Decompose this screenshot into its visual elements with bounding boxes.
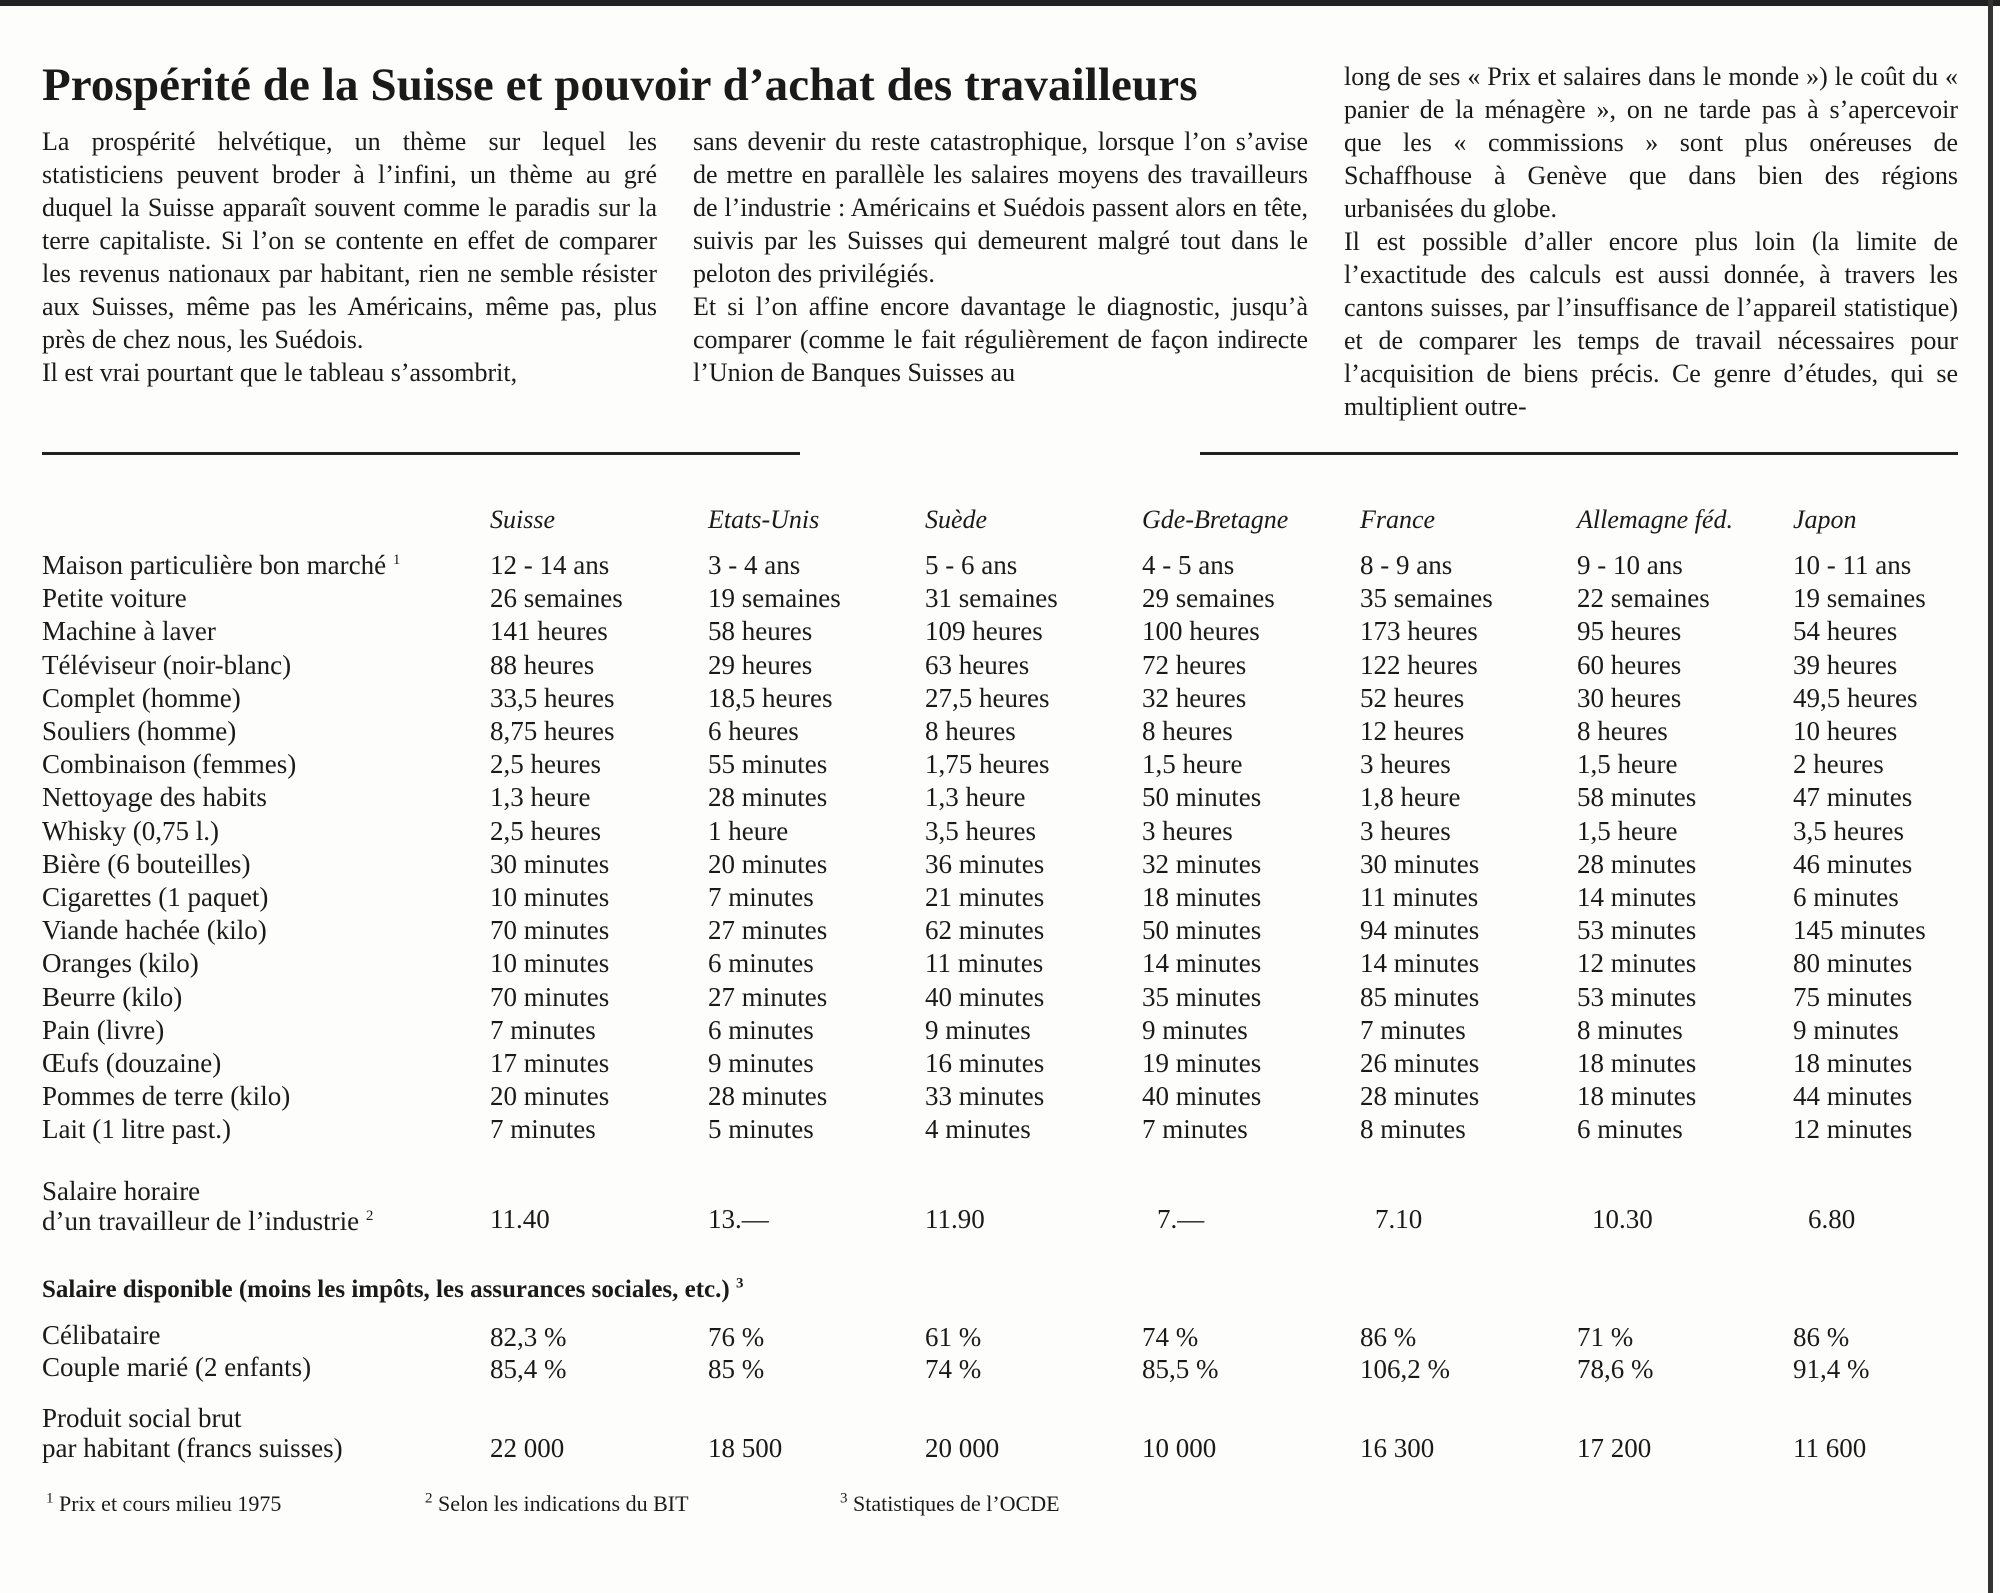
row-label-text: Petite voiture — [42, 583, 187, 613]
page-right-edge — [1988, 0, 1993, 1593]
table-cell: 58 heures — [708, 616, 813, 646]
salaire-disponible-value: 61 % — [925, 1322, 982, 1352]
table-cell: 1,8 heure — [1360, 782, 1461, 812]
table-cell: 3,5 heures — [1793, 816, 1904, 846]
table-cell: 9 minutes — [925, 1015, 1031, 1045]
table-cell: 28 minutes — [1360, 1081, 1480, 1111]
table-cell: 40 minutes — [1142, 1081, 1262, 1111]
row-label — [42, 982, 182, 1013]
divider-left — [42, 452, 800, 455]
table-cell: 4 - 5 ans — [1142, 550, 1235, 580]
table-cell: 8 heures — [925, 716, 1016, 746]
table-cell: 7 minutes — [708, 882, 814, 912]
produit-social-label: Produit social brut — [42, 1403, 242, 1433]
table-cell: 12 minutes — [1793, 1114, 1913, 1144]
row-label-text: Bière (6 bouteilles) — [42, 849, 251, 879]
country-header: France — [1360, 505, 1436, 534]
table-cell: 52 heures — [1360, 683, 1465, 713]
table-cell: 3 heures — [1360, 816, 1451, 846]
country-header: Suède — [925, 505, 988, 534]
table-cell: 35 semaines — [1360, 583, 1493, 613]
salaire-horaire-value: 7.— — [1157, 1204, 1205, 1234]
table-cell: 16 minutes — [925, 1048, 1045, 1078]
footnote-mark: 1 — [46, 1490, 54, 1507]
country-header: Suisse — [490, 505, 555, 534]
table-cell: 14 minutes — [1360, 948, 1480, 978]
table-cell: 95 heures — [1577, 616, 1682, 646]
produit-social-value: 11 600 — [1793, 1433, 1867, 1463]
table-cell: 30 heures — [1577, 683, 1682, 713]
table-cell: 5 minutes — [708, 1114, 814, 1144]
table-cell: 70 minutes — [490, 915, 610, 945]
table-cell: 6 minutes — [708, 1015, 814, 1045]
paragraph: La prospérité helvétique, un thème sur lequel les statisticiens peuvent broder à l’infini, un thème au gré duquel la Suisse apparaît souvent comme le paradis sur la terre capitaliste. Si l’on se contente en effet de comparer les revenus nationaux par habitant, rien ne semble résister aux Suisses, même pas les Américains, même pas, plus près de chez nous, les Suédois. — [42, 127, 657, 354]
salaire-disponible-value: 85,4 % — [490, 1354, 567, 1384]
table-cell: 75 minutes — [1793, 982, 1913, 1012]
row-label — [42, 650, 291, 681]
footnote-2 — [425, 1491, 689, 1517]
row-label — [42, 948, 199, 979]
table-cell: 3 - 4 ans — [708, 550, 801, 580]
table-cell: 3 heures — [1360, 749, 1451, 779]
table-cell: 12 heures — [1360, 716, 1465, 746]
page-top-edge — [0, 0, 2000, 6]
table-cell: 109 heures — [925, 616, 1043, 646]
table-cell: 28 minutes — [708, 782, 828, 812]
table-cell: 3,5 heures — [925, 816, 1036, 846]
table-cell: 44 minutes — [1793, 1081, 1913, 1111]
divider-right — [1200, 452, 1958, 455]
row-label-text: Lait (1 litre past.) — [42, 1114, 231, 1144]
footnote-marker: 3 — [735, 1275, 744, 1292]
row-label — [42, 583, 187, 614]
row-label — [42, 849, 250, 880]
paragraph: long de ses « Prix et salaires dans le monde ») le coût du « panier de la ménagère », on ne tarde pas à s’apercevoir que les « commissions » sont plus onéreuses de Schaffhouse à Genève que dans bien des régions urbanisées du globe. — [1344, 62, 1958, 223]
table-cell: 55 minutes — [708, 749, 828, 779]
table-cell: 18 minutes — [1793, 1048, 1913, 1078]
table-cell: 33,5 heures — [490, 683, 615, 713]
row-label-text: Nettoyage des habits — [42, 782, 267, 812]
table-cell: 173 heures — [1360, 616, 1478, 646]
footnote-mark: 3 — [840, 1490, 848, 1507]
table-cell: 20 minutes — [490, 1081, 610, 1111]
table-cell: 8 heures — [1577, 716, 1668, 746]
table-cell: 31 semaines — [925, 583, 1058, 613]
table-cell: 63 heures — [925, 650, 1030, 680]
table-cell: 2 heures — [1793, 749, 1884, 779]
table-cell: 6 minutes — [708, 948, 814, 978]
table-cell: 58 minutes — [1577, 782, 1697, 812]
salaire-horaire-value: 10.30 — [1592, 1204, 1653, 1234]
footnote-marker: 1 — [392, 552, 401, 568]
salaire-disponible-value: 85,5 % — [1142, 1354, 1219, 1384]
article-column-3 — [1344, 60, 1958, 423]
salaire-disponible-label: Couple marié (2 enfants) — [42, 1352, 312, 1382]
table-cell: 22 semaines — [1577, 583, 1710, 613]
produit-social-value: 22 000 — [490, 1433, 565, 1463]
table-cell: 2,5 heures — [490, 749, 601, 779]
table-cell: 40 minutes — [925, 982, 1045, 1012]
table-cell: 7 minutes — [490, 1114, 596, 1144]
row-label — [42, 816, 219, 847]
table-cell: 10 minutes — [490, 948, 610, 978]
table-cell: 8 minutes — [1360, 1114, 1466, 1144]
article-title: Prospérité de la Suisse et pouvoir d’achat des travailleurs — [42, 59, 1198, 111]
table-cell: 54 heures — [1793, 616, 1898, 646]
table-cell: 46 minutes — [1793, 849, 1913, 879]
row-label — [42, 683, 241, 714]
table-cell: 27 minutes — [708, 982, 828, 1012]
table-cell: 122 heures — [1360, 650, 1478, 680]
row-label — [42, 1015, 164, 1046]
produit-social-value: 18 500 — [708, 1433, 783, 1463]
footnote-mark: 2 — [425, 1490, 433, 1507]
table-cell: 8 heures — [1142, 716, 1233, 746]
row-label-text: Beurre (kilo) — [42, 982, 183, 1012]
table-cell: 141 heures — [490, 616, 608, 646]
table-cell: 9 minutes — [708, 1048, 814, 1078]
table-cell: 4 minutes — [925, 1114, 1031, 1144]
paragraph: Il est vrai pourtant que le tableau s’assombrit, — [42, 358, 518, 387]
table-cell: 6 minutes — [1793, 882, 1899, 912]
row-label-text: Pommes de terre (kilo) — [42, 1081, 291, 1111]
produit-social-value: 16 300 — [1360, 1433, 1435, 1463]
table-cell: 53 minutes — [1577, 915, 1697, 945]
produit-social-label-2: par habitant (francs suisses) — [42, 1433, 343, 1463]
table-cell: 14 minutes — [1577, 882, 1697, 912]
produit-social-value: 10 000 — [1142, 1433, 1217, 1463]
table-cell: 12 minutes — [1577, 948, 1697, 978]
country-header: Japon — [1793, 505, 1857, 534]
table-cell: 18,5 heures — [708, 683, 833, 713]
country-header: Allemagne féd. — [1577, 505, 1733, 534]
row-label — [42, 1048, 221, 1079]
salaire-horaire-value: 7.10 — [1375, 1204, 1423, 1234]
table-cell: 50 minutes — [1142, 915, 1262, 945]
table-cell: 6 minutes — [1577, 1114, 1683, 1144]
table-cell: 19 minutes — [1142, 1048, 1262, 1078]
table-cell: 8 - 9 ans — [1360, 550, 1453, 580]
table-cell: 36 minutes — [925, 849, 1045, 879]
table-cell: 18 minutes — [1577, 1048, 1697, 1078]
row-label — [42, 1114, 231, 1145]
table-cell: 10 heures — [1793, 716, 1898, 746]
table-cell: 27 minutes — [708, 915, 828, 945]
salaire-disponible-value: 74 % — [925, 1354, 982, 1384]
row-label — [42, 716, 236, 747]
country-header: Etats-Unis — [708, 505, 820, 534]
salaire-disponible-label: Célibataire — [42, 1320, 161, 1350]
table-cell: 50 minutes — [1142, 782, 1262, 812]
table-cell: 6 heures — [708, 716, 799, 746]
table-cell: 80 minutes — [1793, 948, 1913, 978]
row-label-text: Machine à laver — [42, 616, 216, 646]
paragraph: Et si l’on affine encore davantage le diagnostic, jusqu’à comparer (comme le fait régulièrement de façon indirecte l’Union de Banques Suisses au — [693, 292, 1308, 387]
table-cell: 145 minutes — [1793, 915, 1926, 945]
row-label-text: Pain (livre) — [42, 1015, 165, 1045]
salaire-disponible-value: 91,4 % — [1793, 1354, 1870, 1384]
row-label-text: Complet (homme) — [42, 683, 241, 713]
footnote-3 — [840, 1491, 1060, 1517]
table-cell: 28 minutes — [708, 1081, 828, 1111]
table-cell: 39 heures — [1793, 650, 1898, 680]
row-label-text: Combinaison (femmes) — [42, 749, 297, 779]
row-label-text: Téléviseur (noir-blanc) — [42, 650, 292, 680]
row-label — [42, 782, 267, 813]
paragraph: Il est possible d’aller encore plus loin (la limite de l’exactitude des calculs est aussi donnée, à travers les cantons suisses, par l’insuffisance de l’appareil statistique) et de comparer les temps de travail nécessaires pour l’acquisition de biens précis. Ce genre d’études, qui se multiplient outre- — [1344, 227, 1958, 421]
table-cell: 85 minutes — [1360, 982, 1480, 1012]
table-cell: 7 minutes — [1360, 1015, 1466, 1045]
table-cell: 29 heures — [708, 650, 813, 680]
table-cell: 17 minutes — [490, 1048, 610, 1078]
row-label — [42, 550, 400, 581]
salaire-disponible-value: 106,2 % — [1360, 1354, 1450, 1384]
table-cell: 1,5 heure — [1142, 749, 1243, 779]
table-cell: 53 minutes — [1577, 982, 1697, 1012]
footnote-marker: 2 — [365, 1208, 374, 1224]
row-label-text: Oranges (kilo) — [42, 948, 199, 978]
salaire-horaire-label: Salaire horaire — [42, 1176, 201, 1206]
footnote-text: Prix et cours milieu 1975 — [59, 1491, 282, 1516]
table-cell: 26 semaines — [490, 583, 623, 613]
salaire-disponible-heading — [42, 1276, 743, 1304]
produit-social-value: 20 000 — [925, 1433, 1000, 1463]
table-cell: 12 - 14 ans — [490, 550, 610, 580]
table-cell: 9 - 10 ans — [1577, 550, 1683, 580]
table-cell: 19 semaines — [708, 583, 841, 613]
paragraph: sans devenir du reste catastrophique, lorsque l’on s’avise de mettre en parallèle les salaires moyens des travailleurs de l’industrie : Américains et Suédois passent alors en tête, suivis par les Suisses qui demeurent malgré tout dans le peloton des privilégiés. — [693, 127, 1308, 288]
row-label — [42, 915, 267, 946]
salaire-horaire-value: 11.90 — [925, 1204, 985, 1234]
table-cell: 11 minutes — [1360, 882, 1479, 912]
row-label-text: Whisky (0,75 l.) — [42, 816, 219, 846]
table-cell: 33 minutes — [925, 1081, 1045, 1111]
table-cell: 19 semaines — [1793, 583, 1926, 613]
article-column-1 — [42, 125, 657, 389]
salaire-disponible-value: 74 % — [1142, 1322, 1199, 1352]
table-cell: 26 minutes — [1360, 1048, 1480, 1078]
salaire-disponible-value: 71 % — [1577, 1322, 1634, 1352]
table-cell: 30 minutes — [1360, 849, 1480, 879]
row-label — [42, 749, 296, 780]
table-cell: 7 minutes — [1142, 1114, 1248, 1144]
table-cell: 30 minutes — [490, 849, 610, 879]
salaire-horaire-value: 11.40 — [490, 1204, 550, 1234]
table-cell: 35 minutes — [1142, 982, 1262, 1012]
table-cell: 21 minutes — [925, 882, 1045, 912]
row-label — [42, 882, 268, 913]
table-cell: 29 semaines — [1142, 583, 1275, 613]
salaire-disponible-value: 86 % — [1360, 1322, 1417, 1352]
salaire-disponible-value: 82,3 % — [490, 1322, 567, 1352]
table-cell: 1,5 heure — [1577, 749, 1678, 779]
table-cell: 18 minutes — [1142, 882, 1262, 912]
article-column-2 — [693, 125, 1308, 389]
footnote-text: Selon les indications du BIT — [438, 1491, 689, 1516]
produit-social-value: 17 200 — [1577, 1433, 1652, 1463]
table-cell: 70 minutes — [490, 982, 610, 1012]
salaire-disponible-value: 76 % — [708, 1322, 765, 1352]
table-cell: 88 heures — [490, 650, 595, 680]
footnote-text: Statistiques de l’OCDE — [853, 1491, 1060, 1516]
row-label-text: d’un travailleur de l’industrie — [42, 1206, 360, 1236]
country-header: Gde-Bretagne — [1142, 505, 1289, 534]
table-cell: 20 minutes — [708, 849, 828, 879]
table-cell: 28 minutes — [1577, 849, 1697, 879]
salaire-disponible-value: 78,6 % — [1577, 1354, 1654, 1384]
table-cell: 7 minutes — [490, 1015, 596, 1045]
table-cell: 1,3 heure — [490, 782, 591, 812]
table-cell: 9 minutes — [1142, 1015, 1248, 1045]
table-cell: 1,75 heures — [925, 749, 1050, 779]
table-cell: 10 - 11 ans — [1793, 550, 1912, 580]
table-cell: 5 - 6 ans — [925, 550, 1018, 580]
row-label-text: Viande hachée (kilo) — [42, 915, 267, 945]
salaire-horaire-value: 6.80 — [1808, 1204, 1856, 1234]
table-cell: 1,5 heure — [1577, 816, 1678, 846]
table-cell: 47 minutes — [1793, 782, 1913, 812]
row-label — [42, 1081, 290, 1112]
table-cell: 2,5 heures — [490, 816, 601, 846]
table-cell: 94 minutes — [1360, 915, 1480, 945]
table-cell: 18 minutes — [1577, 1081, 1697, 1111]
salaire-disponible-value: 85 % — [708, 1354, 765, 1384]
row-label — [42, 616, 216, 647]
salaire-horaire-label-2 — [42, 1206, 373, 1237]
row-label-text: Œufs (douzaine) — [42, 1048, 222, 1078]
table-cell: 14 minutes — [1142, 948, 1262, 978]
table-cell: 60 heures — [1577, 650, 1682, 680]
table-cell: 10 minutes — [490, 882, 610, 912]
salaire-disponible-value: 86 % — [1793, 1322, 1850, 1352]
table-cell: 3 heures — [1142, 816, 1233, 846]
footnote-1 — [46, 1491, 281, 1517]
table-cell: 1,3 heure — [925, 782, 1026, 812]
table-cell: 11 minutes — [925, 948, 1044, 978]
row-label-text: Maison particulière bon marché — [42, 550, 387, 580]
heading-text: Salaire disponible (moins les impôts, les assurances sociales, etc.) — [42, 1276, 730, 1303]
table-cell: 27,5 heures — [925, 683, 1050, 713]
salaire-horaire-value: 13.— — [708, 1204, 769, 1234]
table-cell: 32 heures — [1142, 683, 1247, 713]
table-cell: 49,5 heures — [1793, 683, 1918, 713]
table-cell: 62 minutes — [925, 915, 1045, 945]
table-cell: 1 heure — [708, 816, 789, 846]
table-cell: 8,75 heures — [490, 716, 615, 746]
row-label-text: Souliers (homme) — [42, 716, 237, 746]
table-cell: 8 minutes — [1577, 1015, 1683, 1045]
row-label-text: Cigarettes (1 paquet) — [42, 882, 269, 912]
table-cell: 100 heures — [1142, 616, 1260, 646]
table-cell: 9 minutes — [1793, 1015, 1899, 1045]
table-cell: 32 minutes — [1142, 849, 1262, 879]
table-cell: 72 heures — [1142, 650, 1247, 680]
